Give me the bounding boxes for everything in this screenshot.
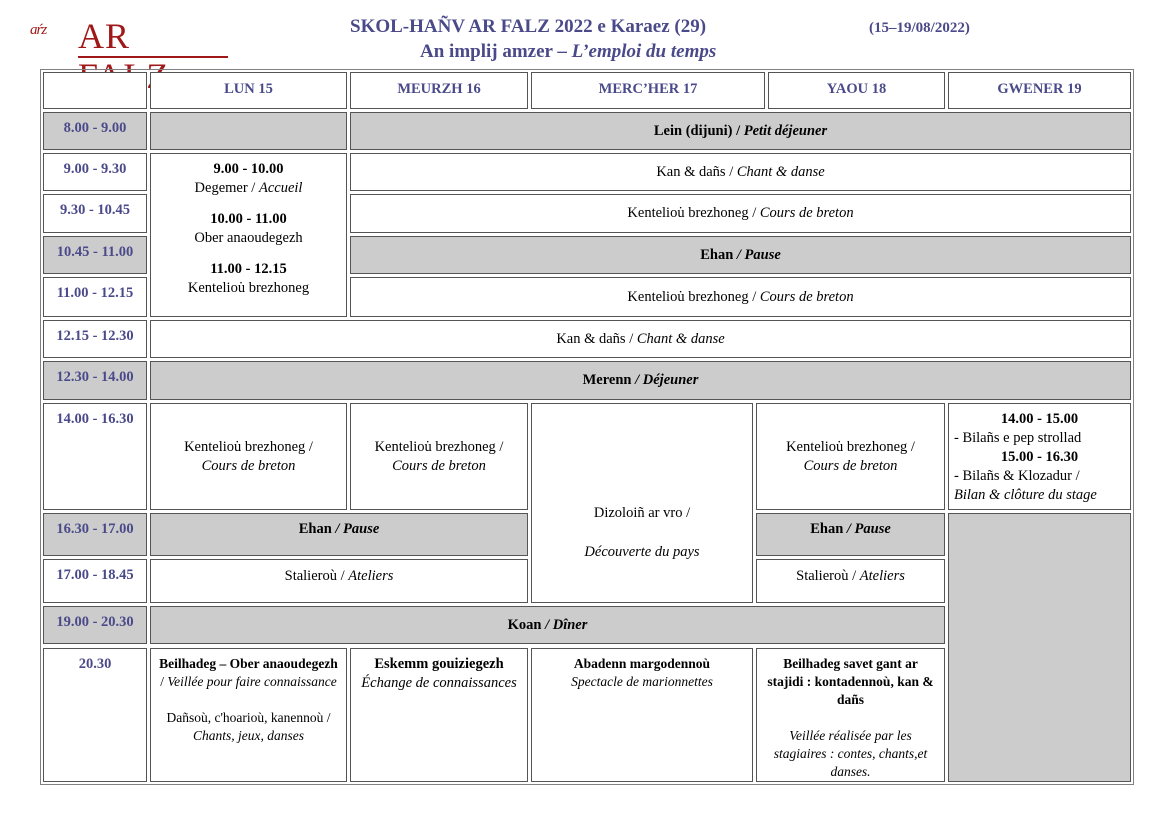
ateliers-cell: Stalieroù / Ateliers <box>756 559 945 603</box>
evening-mercher-cell: Abadenn margodennoù Spectacle de marionnettes <box>531 648 753 782</box>
ateliers-cell: Stalieroù / Ateliers <box>150 559 528 603</box>
evening-meurzh-cell: Eskemm gouiziegezh Échange de connaissances <box>350 648 528 782</box>
cours-cell-meurzh: Kenteliou̇ brezhoneg / Cours de breton <box>350 403 528 510</box>
gwener-afternoon-cell: 14.00 - 15.00 - Bilañs e pep strollad 15.00 - 16.30 - Bilañs & Klozadur / Bilan & clôture du stage <box>948 403 1131 510</box>
time-slot: 16.30 - 17.00 <box>43 513 147 556</box>
cours-cell-lun: Kenteliou̇ brezhoneg / Cours de breton <box>150 403 347 510</box>
evening-yaou-cell: Beilhadeg savet gant ar stajidi : kontadennoù, kan & dañs Veillée réalisée par les stagiaires : contes, chants,et danses. <box>756 648 945 782</box>
day-header-yaou: YAOU 18 <box>768 72 945 109</box>
time-slot: 17.00 - 18.45 <box>43 559 147 603</box>
logo-mark: aŕz <box>30 22 47 38</box>
time-slot: 11.00 - 12.15 <box>43 277 147 317</box>
time-slot: 10.45 - 11.00 <box>43 236 147 274</box>
day-header-gwener: GWENER 19 <box>948 72 1131 109</box>
pause-cell: Ehan / Pause <box>150 513 528 556</box>
diner-cell: Koan / Dîner <box>150 606 945 644</box>
lunch-cell: Merenn / Déjeuner <box>150 361 1131 400</box>
page-subtitle: An implij amzer – L’emploi du temps <box>420 41 717 62</box>
chant-danse-cell: Kan & dañs / Chant & danse <box>350 153 1131 191</box>
page-title: SKOL-HAÑV AR FALZ 2022 e Karaez (29) <box>350 16 707 37</box>
lun-morning-cell: 9.00 - 10.00 Degemer / Accueil 10.00 - 11.00 Ober anaoudegezh 11.00 - 12.15 Kenteliou̇ brezhoneg <box>150 153 347 317</box>
day-header-lun: LUN 15 <box>150 72 347 109</box>
cours-cell-yaou: Kenteliou̇ brezhoneg / Cours de breton <box>756 403 945 510</box>
cours-cell: Kenteliou̇ brezhoneg / Cours de breton <box>350 194 1131 233</box>
day-header-meurzh: MEURZH 16 <box>350 72 528 109</box>
logo-text: AR <box>78 16 131 56</box>
time-slot: 9.30 - 10.45 <box>43 194 147 233</box>
dizoloin-cell: Dizoloiñ ar vro / Découverte du pays <box>531 403 753 603</box>
date-range: (15–19/08/2022) <box>869 20 970 36</box>
ar-falz-logo <box>30 16 200 60</box>
time-slot: 12.30 - 14.00 <box>43 361 147 400</box>
corner-cell <box>43 72 147 109</box>
time-slot: 12.15 - 12.30 <box>43 320 147 358</box>
evening-lun-cell: Beilhadeg – Ober anaoudegezh / Veillée pour faire connaissance Dañsoù, c'hoarioù, kanennoù / Chants, jeux, danses <box>150 648 347 782</box>
day-header-mercher: MERC’HER 17 <box>531 72 765 109</box>
breakfast-cell: Lein (dijuni) / Petit déjeuner <box>350 112 1131 150</box>
time-slot: 19.00 - 20.30 <box>43 606 147 644</box>
logo-underline <box>78 56 228 58</box>
time-slot: 20.30 <box>43 648 147 782</box>
empty-cell <box>150 112 347 150</box>
time-slot: 14.00 - 16.30 <box>43 403 147 510</box>
cours-cell: Kenteliou̇ brezhoneg / Cours de breton <box>350 277 1131 317</box>
chant-danse-cell: Kan & dañs / Chant & danse <box>150 320 1131 358</box>
pause-cell: Ehan / Pause <box>756 513 945 556</box>
empty-gray-cell <box>948 513 1131 782</box>
time-slot: 8.00 - 9.00 <box>43 112 147 150</box>
pause-cell: Ehan / Pause <box>350 236 1131 274</box>
time-slot: 9.00 - 9.30 <box>43 153 147 191</box>
